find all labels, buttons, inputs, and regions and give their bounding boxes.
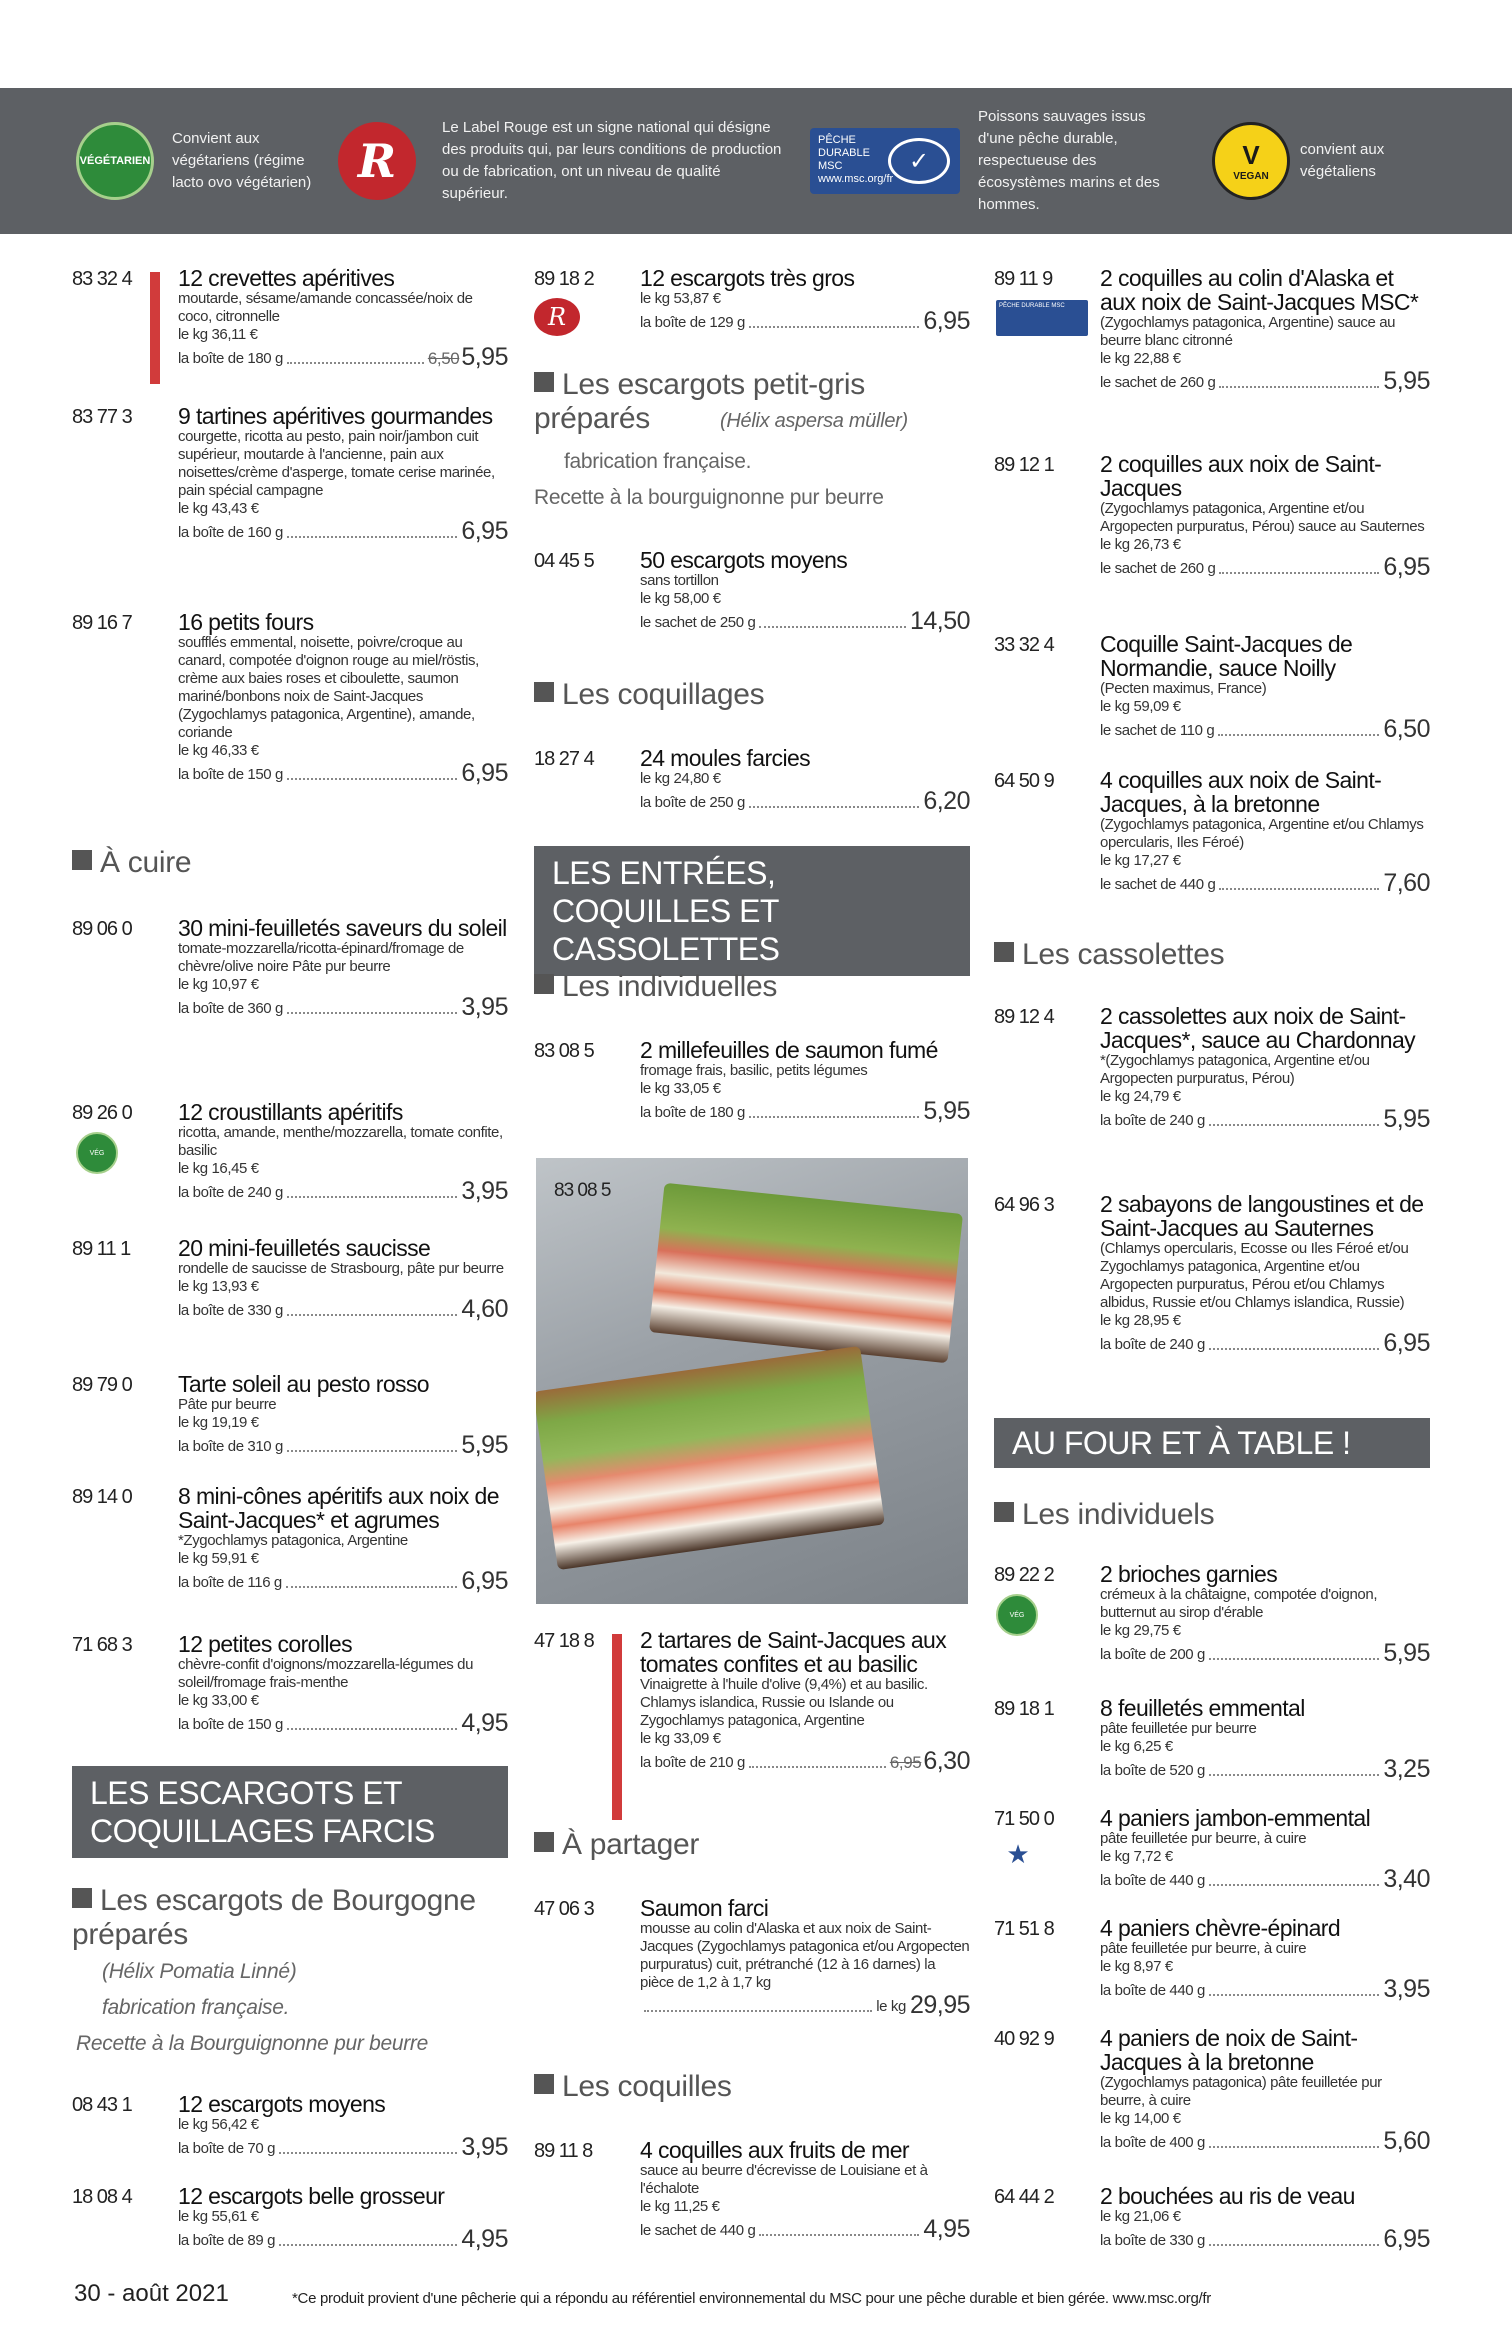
product-code: 18 27 4 (534, 748, 594, 770)
product-photo (536, 1158, 968, 1604)
vegan-icon: V VEGAN (1212, 122, 1290, 200)
vegetarien-icon: VÉG (996, 1594, 1038, 1636)
footnote: *Ce produit provient d'une pêcherie qui a répondu au référentiel environnemental du MSC pour une pêche durable et bien gérée. www.msc.org/fr (292, 2290, 1211, 2307)
product-price: 6,95 (923, 307, 970, 335)
product-desc: courgette, ricotta au pesto, pain noir/jambon cuit supérieur, moutarde à l'ancienne, pain aux noisettes/crème d'asperge, tomate cerise marinée, pain spécial campagne (178, 428, 495, 499)
product-name: 30 mini-feuilletés saveurs du soleil (178, 915, 507, 941)
promo-bar (150, 272, 160, 384)
product-code: 71 51 8 (994, 1918, 1054, 1940)
product-name: 4 paniers jambon-emmental (1100, 1805, 1371, 1831)
product-code: 71 68 3 (72, 1634, 132, 1656)
product-desc: Vinaigrette à l'huile d'olive (9,4%) et au basilic. Chlamys islandica, Russie ou Islande ou Zygochlamys patagonica, Argentine (640, 1676, 928, 1729)
product-desc: *(Zygochlamys patagonica, Argentine et/ou Argopecten purpuratus, Pérou) (1100, 1052, 1370, 1087)
product-qty: la boîte de 150 g (178, 1716, 283, 1733)
product-desc: soufflés emmental, noisette, poivre/croque au canard, compotée d'oignon rouge au miel/röstis, crème aux baies roses et ciboulette, saumon mariné/bonbons noix de Saint-Jacques (Zygochlamys patagonica, Argentine), amande, coriande (178, 634, 479, 741)
product-qty: la boîte de 180 g (640, 1104, 745, 1121)
product-price: 5,95 (461, 343, 508, 371)
product-qty: la boîte de 210 g (640, 1754, 745, 1771)
product-qty: le sachet de 260 g (1100, 374, 1216, 391)
product-qty: la boîte de 180 g (178, 350, 283, 367)
subheading-recipe: Recette à la bourguignonne pur beurre (534, 486, 884, 509)
product-desc: tomate-mozzarella/ricotta-épinard/fromage de chèvre/olive noire Pâte pur beurre (178, 940, 464, 975)
price-per-kg: le kg 56,42 € (178, 2116, 259, 2133)
product-name: 4 paniers chèvre-épinard (1100, 1915, 1341, 1941)
product-qty: le sachet de 110 g (1100, 722, 1215, 739)
product-qty: la boîte de 330 g (1100, 2232, 1205, 2249)
product-code: 89 22 2 (994, 1564, 1054, 1586)
product-desc: (Zygochlamys patagonica, Argentine) sauce au beurre blanc citronné (1100, 314, 1396, 349)
product-code: 18 08 4 (72, 2186, 132, 2208)
msc-legend: Poissons sauvages issus d'une pêche durable, respectueuse des écosystèmes marins et des hommes. (978, 108, 1160, 213)
product-desc: sans tortillon (640, 572, 719, 589)
price-per-kg: le kg 59,91 € (178, 1550, 259, 1567)
price-per-kg: le kg 16,45 € (178, 1160, 259, 1177)
product-name: 4 paniers de noix de Saint-Jacques à la bretonne (1100, 2025, 1358, 2075)
product-name: 2 coquilles au colin d'Alaska et aux noix de Saint-Jacques MSC* (1100, 265, 1419, 315)
promo-bar (612, 1634, 622, 1820)
product-name: 12 petites corolles (178, 1631, 352, 1657)
section-heading: Les cassolettes (994, 938, 1224, 972)
product-name: 50 escargots moyens (640, 547, 848, 573)
product-desc: pâte feuilletée pur beurre, à cuire (1100, 1940, 1307, 1957)
product-code: 47 06 3 (534, 1898, 594, 1920)
vegetarien-icon: VÉGÉTARIEN (76, 122, 154, 200)
subheading-latin: (Hélix Pomatia Linné) (102, 1960, 297, 1983)
product-code: 89 06 0 (72, 918, 132, 940)
product-code: 89 18 1 (994, 1698, 1054, 1720)
product-name: 16 petits fours (178, 609, 314, 635)
product-name: 8 mini-cônes apéritifs aux noix de Saint-Jacques* et agrumes (178, 1483, 499, 1533)
product-name: 2 cassolettes aux noix de Saint-Jacques*, sauce au Chardonnay (1100, 1003, 1416, 1053)
product-name: 20 mini-feuilletés saucisse (178, 1235, 431, 1261)
cake-slice-front (536, 1346, 885, 1570)
section-heading: À partager (534, 1828, 699, 1862)
price-per-kg: le kg 36,11 € (178, 326, 258, 343)
product-name: 12 escargots belle grosseur (178, 2183, 445, 2209)
product-price: 3,95 (461, 2133, 508, 2161)
product-desc: sauce au beurre d'écrevisse de Louisiane et à l'échalote (640, 2162, 928, 2197)
product-qty: le sachet de 250 g (640, 614, 756, 631)
product-price: 5,95 (1383, 1639, 1430, 1667)
product-qty: le sachet de 440 g (640, 2222, 756, 2239)
section-heading: Les individuels (994, 1498, 1214, 1532)
price-per-kg: le kg 58,00 € (640, 590, 721, 607)
product-price: 6,20 (923, 787, 970, 815)
price-per-kg: le kg 22,88 € (1100, 350, 1181, 367)
section-heading: Les coquilles (534, 2070, 732, 2104)
product-code: 83 08 5 (534, 1040, 594, 1062)
product-name: 8 feuilletés emmental (1100, 1695, 1305, 1721)
product-name: 9 tartines apéritives gourmandes (178, 403, 493, 429)
price-per-kg: le kg 6,25 € (1100, 1738, 1173, 1755)
product-code: 89 79 0 (72, 1374, 132, 1396)
product-price: 4,95 (923, 2215, 970, 2243)
product-code: 08 43 1 (72, 2094, 132, 2116)
product-price: 5,95 (1383, 1105, 1430, 1133)
product-name: Coquille Saint-Jacques de Normandie, sauce Noilly (1100, 631, 1353, 681)
product-code: 89 11 1 (72, 1238, 131, 1260)
product-code: 89 11 9 (994, 268, 1053, 290)
product-desc: moutarde, sésame/amande concassée/noix de coco, citronnelle (178, 290, 473, 325)
product-qty: la boîte de 400 g (1100, 2134, 1205, 2151)
product-desc: fromage frais, basilic, petits légumes (640, 1062, 868, 1079)
product-qty: la boîte de 240 g (178, 1184, 283, 1201)
section-heading: Les individuelles (534, 970, 777, 1004)
product-desc: (Pecten maximus, France) (1100, 680, 1267, 697)
price-per-kg: le kg 46,33 € (178, 742, 259, 759)
product-code: 89 11 8 (534, 2140, 593, 2162)
product-desc: chèvre-confit d'oignons/mozzarella-légumes du soleil/fromage frais-menthe (178, 1656, 474, 1691)
price-per-kg: le kg 43,43 € (178, 500, 259, 517)
product-price: 3,95 (461, 993, 508, 1021)
cake-slice-back (649, 1183, 963, 1364)
product-name: 2 bouchées au ris de veau (1100, 2183, 1355, 2209)
price-per-kg: le kg 8,97 € (1100, 1958, 1173, 1975)
product-price: 5,95 (1383, 367, 1430, 395)
msc-icon: PÊCHE DURABLE MSC (996, 300, 1088, 336)
old-price: 6,95 (889, 1753, 922, 1772)
legend-banner (0, 88, 1512, 234)
product-name: 2 coquilles aux noix de Saint-Jacques (1100, 451, 1382, 501)
vegan-legend: convient aux végétaliens (1300, 141, 1385, 180)
product-desc: crémeux à la châtaigne, compotée d'oignon, butternut au sirop d'érable (1100, 1586, 1378, 1621)
product-price: 5,95 (461, 1431, 508, 1459)
vegetarien-legend: Convient aux végétariens (régime lacto ovo végétarien) (172, 130, 312, 191)
price-per-kg: le kg 26,73 € (1100, 536, 1181, 553)
price-per-kg: le kg 24,79 € (1100, 1088, 1181, 1105)
product-desc: (Zygochlamys patagonica, Argentine et/ou Chlamys opercularis, Iles Féroé) (1100, 816, 1424, 851)
product-price: 5,95 (923, 1097, 970, 1125)
product-price: 3,40 (1383, 1865, 1430, 1893)
section-heading: Les escargots petit-gris préparés (534, 368, 865, 435)
product-qty: la boîte de 240 g (1100, 1336, 1205, 1353)
product-name: 12 croustillants apéritifs (178, 1099, 403, 1125)
product-code: 83 32 4 (72, 268, 132, 290)
product-qty: la boîte de 160 g (178, 524, 283, 541)
price-per-kg: le kg 28,95 € (1100, 1312, 1181, 1329)
product-code: 71 50 0 (994, 1808, 1054, 1830)
product-qty: la boîte de 70 g (178, 2140, 276, 2157)
section-heading: À cuire (72, 846, 191, 880)
product-qty: la boîte de 240 g (1100, 1112, 1205, 1129)
product-desc: pâte feuilletée pur beurre, à cuire (1100, 1830, 1307, 1847)
category-banner: AU FOUR ET À TABLE ! (994, 1418, 1430, 1468)
product-code: 89 16 7 (72, 612, 132, 634)
price-per-kg: le kg 14,00 € (1100, 2110, 1181, 2127)
product-desc: Pâte pur beurre (178, 1396, 277, 1413)
price-per-kg: le kg 11,25 € (640, 2198, 720, 2215)
section-heading: Les escargots de Bourgogne préparés (72, 1884, 476, 1951)
price-per-kg: le kg (876, 1998, 906, 2015)
product-price: 4,95 (461, 1709, 508, 1737)
product-name: 4 coquilles aux noix de Saint-Jacques, à la bretonne (1100, 767, 1382, 817)
product-price: 7,60 (1383, 869, 1430, 897)
fish-icon: ✓ (888, 138, 950, 184)
product-code: 89 14 0 (72, 1486, 132, 1508)
product-desc: ricotta, amande, menthe/mozzarella, tomate confite, basilic (178, 1124, 503, 1159)
price-per-kg: le kg 29,75 € (1100, 1622, 1181, 1639)
price-per-kg: le kg 19,19 € (178, 1414, 259, 1431)
product-price: 3,95 (1383, 1975, 1430, 2003)
product-qty: la boîte de 520 g (1100, 1762, 1205, 1779)
price-per-kg: le kg 13,93 € (178, 1278, 259, 1295)
label-rouge-icon: R (534, 298, 580, 336)
product-name: 4 coquilles aux fruits de mer (640, 2137, 909, 2163)
category-banner: LES ESCARGOTS ET COQUILLAGES FARCIS (72, 1766, 508, 1858)
product-qty: la boîte de 116 g (178, 1574, 282, 1591)
product-code: 47 18 8 (534, 1630, 594, 1652)
vegetarien-icon: VÉG (76, 1132, 118, 1174)
origine-france-icon: ★ (1006, 1838, 1030, 1869)
category-banner: LES ENTRÉES, COQUILLES ET CASSOLETTES (534, 846, 970, 976)
product-code: 64 50 9 (994, 770, 1054, 792)
product-price: 6,95 (1383, 2225, 1430, 2253)
subheading-origin: fabrication française. (102, 1996, 290, 2019)
product-price: 6,30 (923, 1747, 970, 1775)
product-name: 24 moules farcies (640, 745, 811, 771)
product-qty: la boîte de 310 g (178, 1438, 283, 1455)
product-price: 3,95 (461, 1177, 508, 1205)
product-price: 6,95 (461, 517, 508, 545)
label-rouge-icon: R (338, 122, 416, 200)
product-price: 14,50 (909, 607, 970, 635)
price-per-kg: le kg 24,80 € (640, 770, 721, 787)
product-price: 4,60 (461, 1295, 508, 1323)
product-qty: la boîte de 150 g (178, 766, 283, 783)
section-heading: Les coquillages (534, 678, 764, 712)
product-code: 64 44 2 (994, 2186, 1054, 2208)
product-qty: la boîte de 250 g (640, 794, 745, 811)
product-code: 89 26 0 (72, 1102, 132, 1124)
product-desc: (Chlamys opercularis, Ecosse ou Iles Féroé et/ou Zygochlamys patagonica, Argentine et/ou Argopecten purpuratus, Pérou et/ou Chlamys albidus, Russie et/ou Chlamys islandica, Russie) (1100, 1240, 1409, 1311)
product-price: 6,95 (461, 759, 508, 787)
product-desc: (Zygochlamys patagonica) pâte feuilletée pur beurre, à cuire (1100, 2074, 1382, 2109)
product-qty: la boîte de 200 g (1100, 1646, 1205, 1663)
product-price: 6,95 (461, 1567, 508, 1595)
product-code: 89 18 2 (534, 268, 594, 290)
product-name: 12 crevettes apéritives (178, 265, 395, 291)
product-code: 40 92 9 (994, 2028, 1054, 2050)
product-qty: la boîte de 440 g (1100, 1982, 1205, 1999)
product-code: 64 96 3 (994, 1194, 1054, 1216)
price-per-kg: le kg 55,61 € (178, 2208, 259, 2225)
product-code: 33 32 4 (994, 634, 1054, 656)
product-price: 3,25 (1383, 1755, 1430, 1783)
price-per-kg: le kg 33,05 € (640, 1080, 721, 1097)
product-desc: (Zygochlamys patagonica, Argentine et/ou Argopecten purpuratus, Pérou) sauce au Sauternes (1100, 500, 1425, 535)
page-number: 30 - août 2021 (74, 2280, 229, 2307)
price-per-kg: le kg 53,87 € (640, 290, 721, 307)
product-code: 83 77 3 (72, 406, 132, 428)
subheading-origin: fabrication française. (564, 450, 752, 473)
product-price: 4,95 (461, 2225, 508, 2253)
photo-code: 83 08 5 (554, 1180, 611, 1201)
product-name: 2 millefeuilles de saumon fumé (640, 1037, 938, 1063)
product-desc: mousse au colin d'Alaska et aux noix de Saint-Jacques (Zygochlamys patagonica et/ou Argopecten purpuratus) cuit, prétranché (12 à 16 darnes) la pièce de 1,2 à 1,7 kg (640, 1920, 970, 1991)
old-price: 6,50 (427, 349, 460, 368)
product-name: 2 tartares de Saint-Jacques aux tomates confites et au basilic (640, 1627, 947, 1677)
price-per-kg: le kg 7,72 € (1100, 1848, 1173, 1865)
subheading-latin: (Hélix aspersa müller) (720, 410, 908, 432)
product-desc: pâte feuilletée pur beurre (1100, 1720, 1257, 1737)
product-qty: le sachet de 440 g (1100, 876, 1216, 893)
msc-icon: PÊCHE DURABLE MSC www.msc.org/fr ✓ (810, 128, 960, 194)
product-qty: la boîte de 89 g (178, 2232, 276, 2249)
label-rouge-legend: Le Label Rouge est un signe national qui désigne des produits qui, par leurs conditions de production ou de fabrication, ont un niveau de qualité supérieur. (442, 119, 782, 202)
price-per-kg: le kg 33,00 € (178, 1692, 259, 1709)
product-qty: le sachet de 260 g (1100, 560, 1216, 577)
product-desc: rondelle de saucisse de Strasbourg, pâte pur beurre (178, 1260, 504, 1277)
product-price: 6,95 (1383, 553, 1430, 581)
price-per-kg: le kg 17,27 € (1100, 852, 1181, 869)
product-name: Tarte soleil au pesto rosso (178, 1371, 429, 1397)
product-code: 04 45 5 (534, 550, 594, 572)
price-per-kg: le kg 33,09 € (640, 1730, 721, 1747)
product-qty: la boîte de 360 g (178, 1000, 283, 1017)
price-per-kg: le kg 21,06 € (1100, 2208, 1181, 2225)
product-name: 2 brioches garnies (1100, 1561, 1278, 1587)
product-name: Saumon farci (640, 1895, 769, 1921)
price-per-kg: le kg 59,09 € (1100, 698, 1181, 715)
product-price: 5,60 (1383, 2127, 1430, 2155)
subheading-recipe: Recette à la Bourguignonne pur beurre (76, 2032, 428, 2055)
product-price: 29,95 (909, 1991, 970, 2019)
price-per-kg: le kg 10,97 € (178, 976, 259, 993)
product-code: 89 12 1 (994, 454, 1054, 476)
product-desc: *Zygochlamys patagonica, Argentine (178, 1532, 408, 1549)
product-qty: la boîte de 129 g (640, 314, 745, 331)
product-code: 89 12 4 (994, 1006, 1054, 1028)
product-price: 6,95 (1383, 1329, 1430, 1357)
product-name: 12 escargots très gros (640, 265, 855, 291)
product-qty: la boîte de 440 g (1100, 1872, 1205, 1889)
product-name: 2 sabayons de langoustines et de Saint-Jacques au Sauternes (1100, 1191, 1424, 1241)
product-qty: la boîte de 330 g (178, 1302, 283, 1319)
product-name: 12 escargots moyens (178, 2091, 386, 2117)
product-price: 6,50 (1383, 715, 1430, 743)
